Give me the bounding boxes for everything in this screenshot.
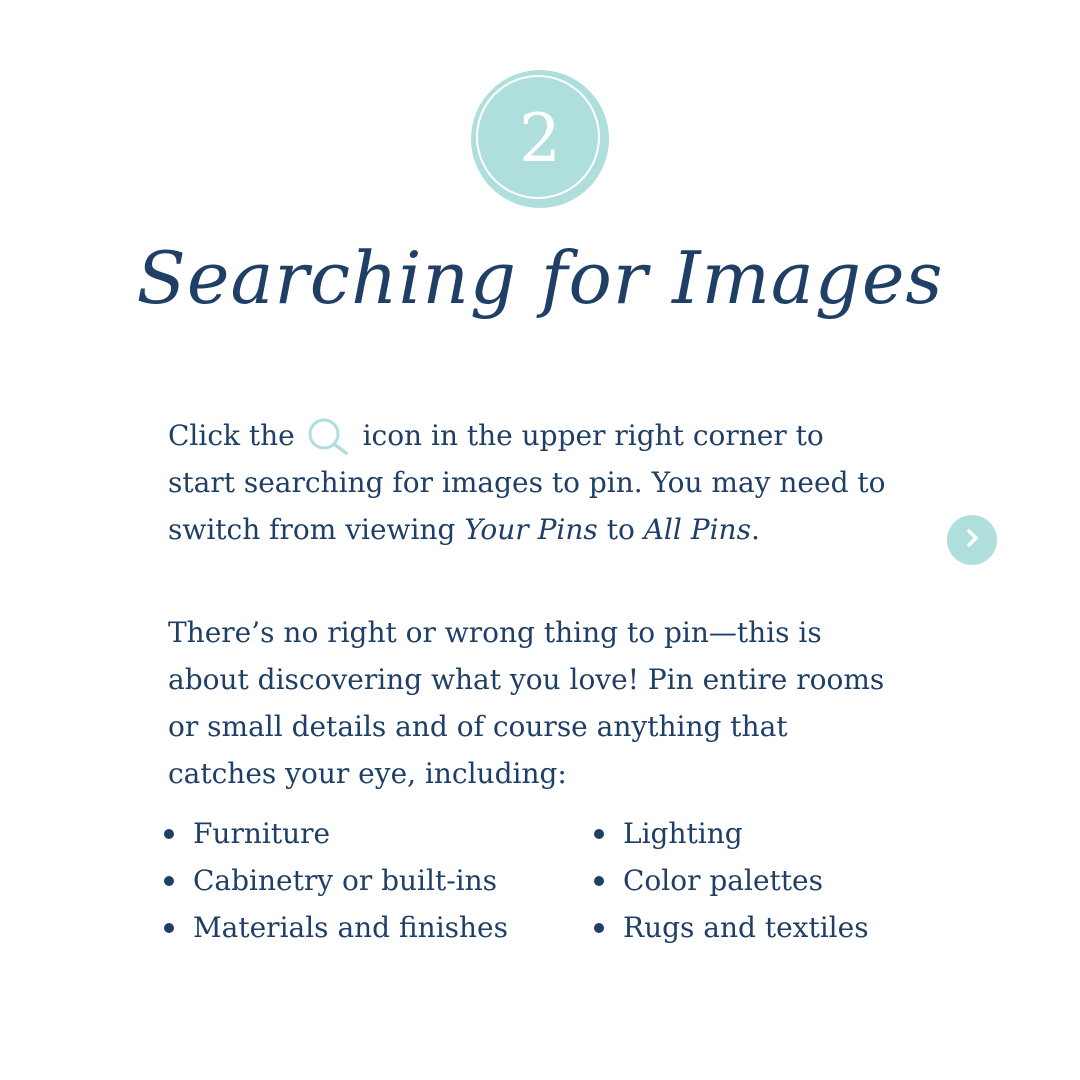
intro-text-to: to bbox=[606, 513, 635, 546]
bullet-icon bbox=[164, 876, 174, 886]
search-icon bbox=[306, 417, 352, 455]
step-number-badge bbox=[471, 70, 609, 208]
list-item bbox=[162, 857, 582, 904]
step-number: 2 bbox=[519, 100, 561, 177]
list-item-label: Furniture bbox=[193, 817, 331, 850]
list-item bbox=[592, 857, 932, 904]
list-item bbox=[162, 904, 582, 951]
bullet-icon bbox=[594, 829, 604, 839]
your-pins-label: Your Pins bbox=[464, 513, 598, 546]
list-item-label: Materials and finishes bbox=[193, 911, 508, 944]
chevron-right-icon bbox=[961, 527, 983, 553]
list-item-label: Rugs and textiles bbox=[623, 911, 869, 944]
intro-paragraph bbox=[168, 412, 898, 553]
intro-text-before-icon: Click the bbox=[168, 419, 295, 452]
list-item bbox=[592, 810, 932, 857]
pin-ideas-list-left bbox=[162, 810, 582, 951]
list-item-label: Cabinetry or built-ins bbox=[193, 864, 498, 897]
bullet-icon bbox=[164, 923, 174, 933]
intro-period: . bbox=[750, 513, 760, 546]
all-pins-label: All Pins bbox=[643, 513, 751, 546]
bullet-icon bbox=[594, 923, 604, 933]
pin-ideas-list-right bbox=[592, 810, 932, 951]
bullet-icon bbox=[594, 876, 604, 886]
list-item-label: Color palettes bbox=[623, 864, 823, 897]
bullet-icon bbox=[164, 829, 174, 839]
next-slide-button[interactable] bbox=[947, 515, 997, 565]
page-title: Searching for Images bbox=[136, 236, 944, 320]
description-paragraph: There’s no right or wrong thing to pin—this is about discovering what you love! Pin entire rooms or small details and of course anything that catches your eye, including: bbox=[168, 616, 885, 790]
list-item bbox=[592, 904, 932, 951]
list-item bbox=[162, 810, 582, 857]
list-item-label: Lighting bbox=[623, 817, 743, 850]
intro-text-after-icon: icon in the upper right corner to start searching for images to pin. You may need to switch from viewing bbox=[168, 419, 886, 546]
